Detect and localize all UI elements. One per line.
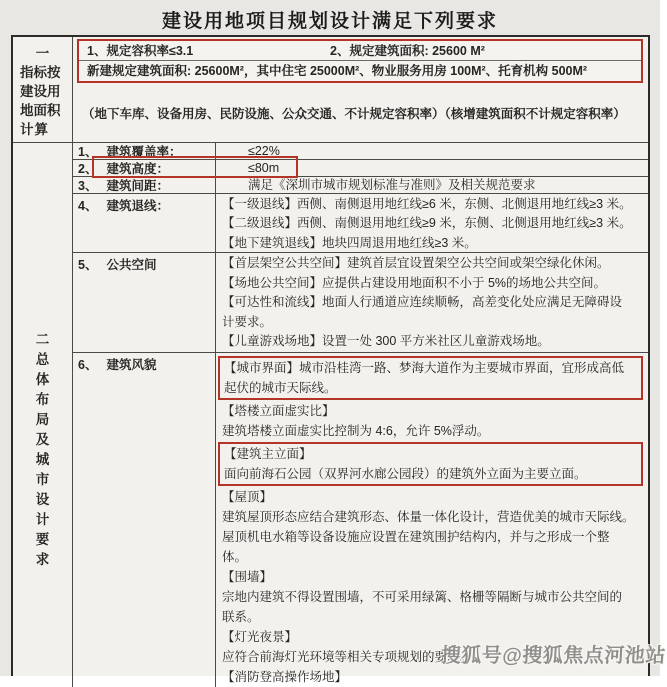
table-row-public-space xyxy=(73,253,648,353)
table-row-spacing xyxy=(73,177,648,194)
section1-side-label xyxy=(13,37,73,143)
section2-side-label xyxy=(13,143,73,687)
public-space-line: 【儿童游戏场地】设置一处 300 平方米社区儿童游戏场地。 xyxy=(222,334,550,349)
gross-floor-area-value: 2、规定建筑面积: 25600 M² xyxy=(330,44,485,58)
section1-side-line: 建设用 xyxy=(20,84,61,99)
table-row-height xyxy=(73,160,648,177)
section2-side-char: 要 xyxy=(35,532,50,547)
section2-side-char: 城 xyxy=(35,452,50,467)
section2-side-char: 局 xyxy=(35,412,50,427)
public-space-line: 计要求。 xyxy=(222,314,273,329)
section2-content xyxy=(73,143,648,687)
section2-side-char: 设 xyxy=(35,492,50,507)
new-build-area-row: 新建规定建筑面积: 25600M²，其中住宅 25000M²、物业服务用房 100M²、托育机构 500M² xyxy=(87,64,588,78)
section1-side-line: 计算 xyxy=(20,122,49,137)
style-line: 起伏的城市天际线。 xyxy=(224,381,337,395)
row-content xyxy=(216,177,648,193)
style-line: 宗地内建筑不得设置围墙，不可采用绿篱、格栅等隔断与城市公共空间的 xyxy=(222,590,623,604)
setback-line: 【地下建筑退线】地块四周退用地红线≥3 米。 xyxy=(222,235,477,250)
section2-side-char: 及 xyxy=(35,432,50,447)
style-line: 【塔楼立面虚实比】 xyxy=(222,404,335,418)
highlight-box-plot-metrics xyxy=(77,39,643,83)
section2-side-char: 布 xyxy=(35,392,50,407)
style-line: 联系。 xyxy=(222,610,260,624)
style-line: 【建筑主立面】 xyxy=(224,447,312,461)
row-number: 4、 xyxy=(78,199,98,213)
spacing-value: 满足《深圳市城市规划标准与准则》及相关规范要求 xyxy=(248,178,536,192)
row-number: 6、 xyxy=(78,358,98,372)
table-row-setback xyxy=(73,194,648,253)
row-label xyxy=(73,353,216,687)
row-label-text: 建筑高度： xyxy=(106,162,169,176)
page-title: 建设用地项目规划设计满足下列要求 xyxy=(161,11,498,32)
table-row-architectural-style xyxy=(73,353,648,687)
highlight-box-city-interface xyxy=(218,356,643,400)
style-line: 建筑塔楼立面虚实比控制为 4:6，允许 5%浮动。 xyxy=(222,424,490,438)
plot-ratio-row xyxy=(79,41,641,61)
row-number: 2、 xyxy=(78,162,98,176)
section2-side-char: 市 xyxy=(35,472,50,487)
style-line: 【屋顶】 xyxy=(222,490,273,504)
public-space-line: 【可达性和流线】地面人行通道应连续顺畅，高差变化处应满足无障碍设 xyxy=(222,295,623,310)
section2-number: 二 xyxy=(35,332,50,347)
row-label-text: 建筑间距： xyxy=(106,179,169,193)
style-line: 体。 xyxy=(222,550,248,564)
height-value: ≤80m xyxy=(248,161,280,175)
row-label xyxy=(73,160,216,176)
row-content xyxy=(216,160,648,176)
style-line: 应符合前海灯光环境等相关专项规划的要求。 xyxy=(222,650,473,664)
section2-side-char: 总 xyxy=(35,352,50,367)
row-label-text: 建筑退线： xyxy=(106,199,169,213)
row-number: 1、 xyxy=(78,145,98,159)
section1-side-line: 指标按 xyxy=(20,65,61,80)
row-content xyxy=(216,143,648,159)
style-line: 【城市界面】城市沿桂湾一路、梦海大道作为主要城市界面，宜形成高低 xyxy=(224,361,625,375)
row-number: 3、 xyxy=(78,179,98,193)
style-line: 【灯光夜景】 xyxy=(222,630,298,644)
row-label-text: 公共空间 xyxy=(106,258,157,272)
style-line: 面向前海石公园（双界河水廊公园段）的建筑外立面为主要立面。 xyxy=(224,467,587,481)
highlight-box-main-facade xyxy=(218,442,643,486)
requirements-table xyxy=(11,35,650,684)
style-line: 屋顶机电水箱等设备设施应设置在建筑围护结构内，并与之形成一个整 xyxy=(222,530,610,544)
row-content xyxy=(216,194,648,252)
exclusion-note-row: （地下车库、设备用房、民防设施、公众交通、不计规定容积率）（核增建筑面积不计规定容积率） xyxy=(82,106,626,121)
style-line: 【围墙】 xyxy=(222,570,273,584)
row-label xyxy=(73,177,216,193)
row-label-text: 建筑风貌 xyxy=(106,358,157,372)
watermark-text: 搜狐号@搜狐焦点河池站 xyxy=(440,645,667,667)
section2-side-char: 体 xyxy=(35,372,50,387)
style-line: 【消防登高操作场地】 xyxy=(222,670,348,684)
section1-content xyxy=(73,37,648,143)
row-label xyxy=(73,143,216,159)
section2-side-char: 计 xyxy=(35,512,50,527)
row-label-text: 建筑覆盖率： xyxy=(106,145,182,159)
section2-side-char: 求 xyxy=(35,552,50,567)
row-content xyxy=(216,353,648,687)
row-number: 5、 xyxy=(78,258,98,272)
table-row-coverage xyxy=(73,143,648,160)
public-space-line: 【首层架空公共空间】建筑首层宜设置架空公共空间或架空绿化休闲。 xyxy=(222,256,610,270)
coverage-value: ≤22% xyxy=(248,144,280,158)
plot-ratio-value: 1、规定容积率≤3.1 xyxy=(87,44,194,58)
row-content xyxy=(216,253,648,352)
setback-line: 【一级退线】西侧、南侧退用地红线≥6 米，东侧、北侧退用地红线≥3 米。 xyxy=(222,197,632,211)
public-space-line: 【场地公共空间】应提供占建设用地面积不小于 5%的场地公共空间。 xyxy=(222,275,607,290)
row-label xyxy=(73,253,216,352)
setback-line: 【二级退线】西侧、南侧退用地红线≥9 米，东侧、北侧退用地红线≥3 米。 xyxy=(222,216,632,231)
style-line: 建筑屋顶形态应结合建筑形态、体量一体化设计，营造优美的城市天际线。 xyxy=(222,510,635,524)
row-label xyxy=(73,194,216,252)
section1-number: 一 xyxy=(35,46,50,61)
section1-side-line: 地面积 xyxy=(20,103,61,118)
